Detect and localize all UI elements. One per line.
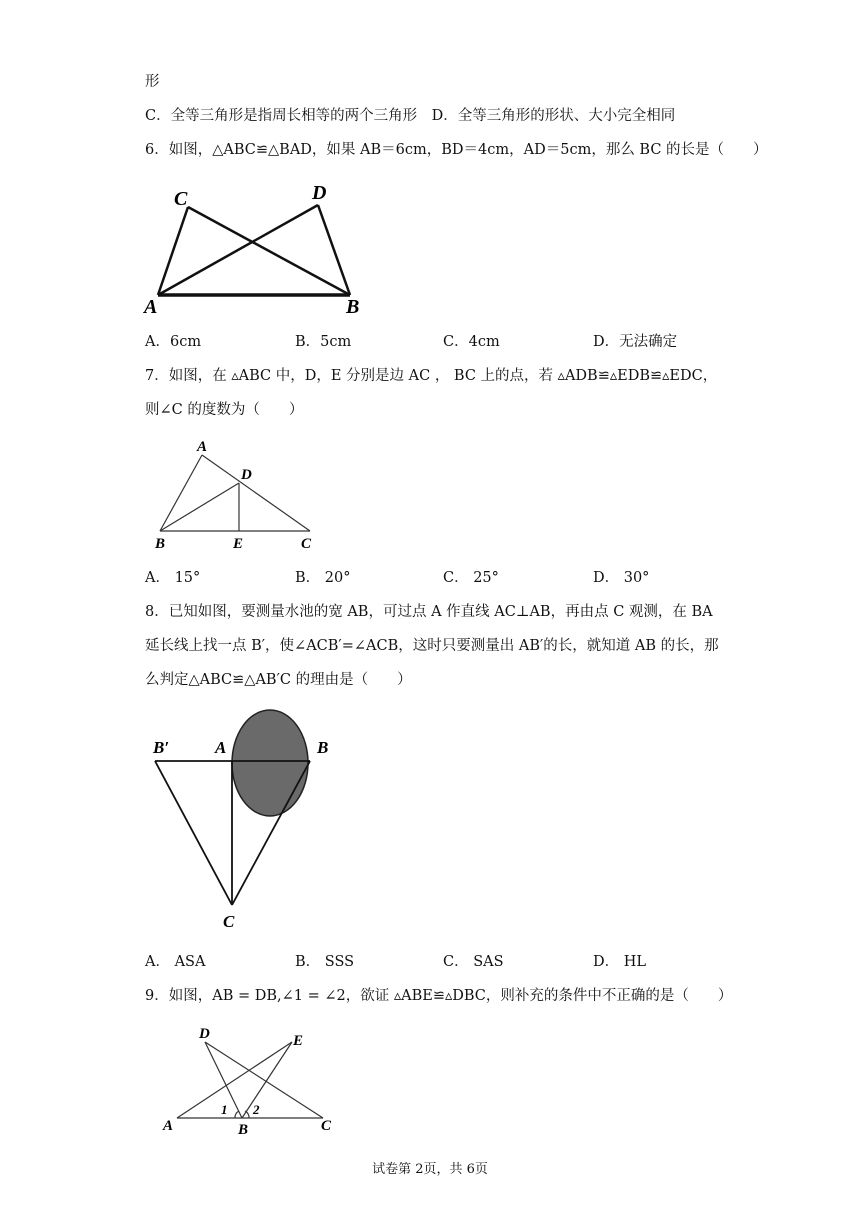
angle-2-label: 2	[253, 1102, 260, 1117]
q6-option-c: C．4cm	[443, 334, 500, 350]
page-footer: 试卷第 2页，共 6页	[372, 1162, 488, 1177]
q7-option-b: B． 20°	[295, 570, 351, 586]
figure-q7	[145, 435, 335, 555]
q8-option-c: C． SAS	[443, 954, 504, 970]
q6-option-d: D．无法确定	[593, 334, 678, 350]
label-C: C	[223, 912, 235, 931]
label-C: C	[321, 1118, 332, 1134]
label-A: A	[163, 1118, 174, 1134]
angle-1-label: 1	[221, 1102, 228, 1117]
q8-option-b: B． SSS	[295, 954, 355, 970]
label-C: C	[174, 188, 188, 210]
label-D: D	[241, 467, 252, 483]
label-E: E	[233, 536, 244, 552]
label-B: B	[155, 536, 166, 552]
q8-option-d: D． HL	[593, 954, 647, 970]
text-line: 形	[145, 74, 160, 90]
figure-q9	[155, 1020, 345, 1140]
question-8-line1: 8．已知如图，要测量水池的宽 AB，可过点 A 作直线 AC⊥AB，再由点 C 观测，在 BA	[145, 604, 713, 620]
q7-option-d: D． 30°	[593, 570, 650, 586]
label-D: D	[312, 182, 327, 204]
question-7-line1: 7．如图，在 ▵ABC 中，D，E 分别是边 AC ， BC 上的点，若 ▵ADB≌▵EDB≌▵EDC，	[145, 368, 718, 384]
q7-option-c: C． 25°	[443, 570, 499, 586]
question-8-line3: 么判定△ABC≌△AB′C 的理由是（ ）	[145, 672, 412, 688]
q7-option-a: A． 15°	[145, 570, 201, 586]
label-B-prime: B′	[153, 738, 170, 757]
question-6: 6．如图，△ABC≌△BAD，如果 AB＝6cm，BD＝4cm，AD＝5cm，那么 BC 的长是（ ）	[145, 142, 768, 158]
q6-option-a: A．6cm	[145, 334, 202, 350]
figure-q8	[145, 705, 355, 935]
label-B: B	[317, 738, 329, 757]
label-B: B	[346, 296, 360, 318]
option-line: C．全等三角形是指周长相等的两个三角形 D．全等三角形的形状、大小完全相同	[145, 108, 676, 124]
label-A: A	[215, 738, 227, 757]
figure-q6	[140, 175, 380, 320]
q6-option-b: B．5cm	[295, 334, 352, 350]
label-D: D	[199, 1026, 210, 1042]
label-A: A	[144, 296, 158, 318]
label-E: E	[293, 1033, 304, 1049]
question-7-line2: 则∠C 的度数为（ ）	[145, 402, 304, 418]
q8-option-a: A． ASA	[145, 954, 206, 970]
question-8-line2: 延长线上找一点 B′，使∠ACB′=∠ACB，这时只要测量出 AB′的长，就知道 AB 的长，那	[145, 638, 719, 654]
label-C: C	[301, 536, 312, 552]
question-9: 9．如图，AB = DB,∠1 = ∠2，欲证 ▵ABE≌▵DBC，则补充的条件中不正确的是（ ）	[145, 988, 733, 1004]
label-A: A	[197, 439, 208, 455]
label-B: B	[238, 1122, 249, 1138]
